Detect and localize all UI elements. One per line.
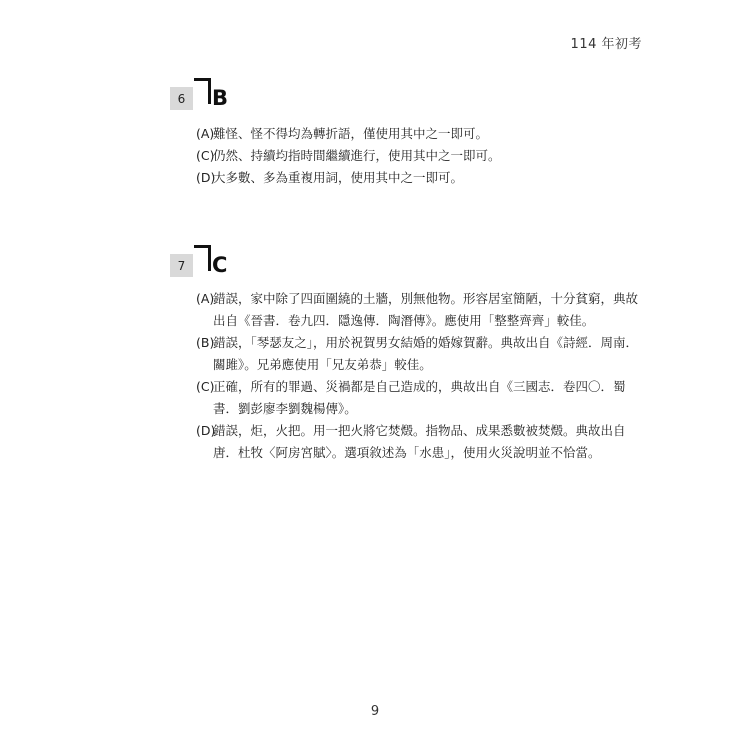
option-label: (A) <box>196 291 215 306</box>
option-label: (D) <box>196 170 216 185</box>
explanation-item <box>196 332 646 376</box>
explanation-item <box>196 420 646 464</box>
option-explanation: 正確，所有的罪過、災禍都是自己造成的，典故出自《三國志．卷四〇．蜀書．劉彭廖李劉魏楊傳》。 <box>213 379 626 416</box>
bracket-corner-icon <box>194 78 211 104</box>
explanation-item <box>196 123 646 145</box>
explanation-item <box>196 167 646 189</box>
option-explanation: 錯誤，「琴瑟友之」，用於祝賀男女結婚的婚嫁賀辭。典故出自《詩經．周南．關雎》。兄弟應使用「兄友弟恭」較佳。 <box>213 335 639 372</box>
answer-letter: B <box>212 86 229 110</box>
explanation-item <box>196 145 646 167</box>
question-number-badge: 6 <box>170 87 193 110</box>
page-number: 9 <box>370 704 380 719</box>
explanation-item <box>196 376 646 420</box>
exam-header-label: 114 年初考 <box>570 37 642 52</box>
bracket-corner-icon <box>194 245 211 271</box>
option-label: (B) <box>196 335 215 350</box>
option-explanation: 錯誤，炬，火把。用一把火將它焚燬。指物品、成果悉數被焚燬。典故出自唐．杜牧〈阿房宮賦〉。選項敘述為「水患」，使用火災說明並不恰當。 <box>213 423 626 460</box>
answer-letter: C <box>212 253 228 277</box>
question-number-badge: 7 <box>170 254 193 277</box>
explanation-list <box>196 123 646 189</box>
explanation-item <box>196 288 646 332</box>
option-label: (A) <box>196 126 215 141</box>
option-label: (C) <box>196 379 215 394</box>
option-explanation: 難怪、怪不得均為轉折語，僅使用其中之一即可。 <box>213 126 489 141</box>
explanation-list <box>196 288 646 464</box>
option-explanation: 仍然、持續均指時間繼續進行，使用其中之一即可。 <box>213 148 501 163</box>
option-label: (D) <box>196 423 216 438</box>
option-explanation: 大多數、多為重複用詞，使用其中之一即可。 <box>213 170 464 185</box>
option-explanation: 錯誤，家中除了四面圍繞的土牆，別無他物。形容居室簡陋，十分貧窮，典故出自《晉書．卷九四．隱逸傳．陶潛傳》。應使用「整整齊齊」較佳。 <box>213 291 639 328</box>
option-label: (C) <box>196 148 215 163</box>
